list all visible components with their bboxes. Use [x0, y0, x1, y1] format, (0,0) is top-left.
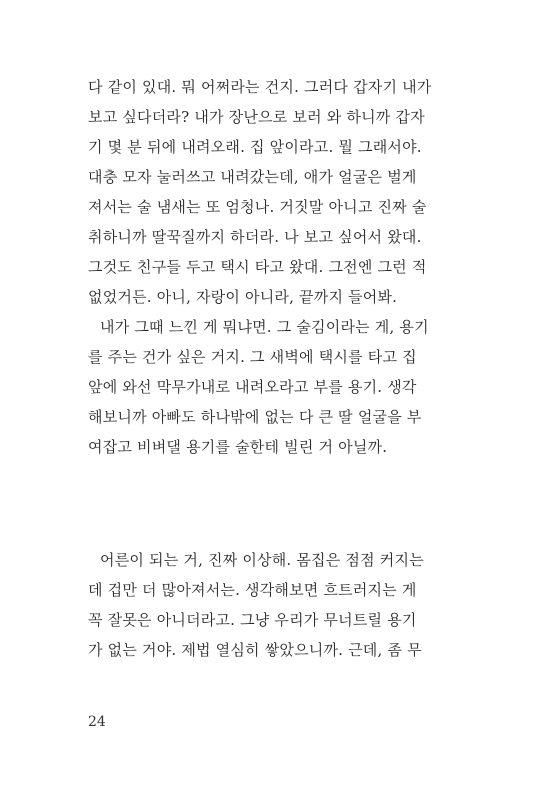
text-line: 져서는 술 냄새는 또 엄청나. 거짓말 아니고 진짜 술 — [88, 198, 427, 216]
text-line: 대충 모자 눌러쓰고 내려갔는데, 애가 얼굴은 벌게 — [88, 168, 417, 186]
text-line: 꼭 잘못은 아니더라고. 그냥 우리가 무너트릴 용기 — [88, 611, 417, 629]
text-line: 다 같이 있대. 뭐 어쩌라는 건지. 그러다 갑자기 내가 — [88, 78, 432, 96]
text-line: 내가 그때 느낀 게 뭐냐면. 그 술김이라는 게, 용기 — [100, 318, 429, 336]
text-section-1 — [88, 72, 470, 462]
text-line: 여잡고 비벼댈 용기를 술한테 빌린 거 아닐까. — [88, 438, 388, 456]
text-line: 데 겁만 더 많아져서는. 생각해보면 흐트러지는 게 — [88, 581, 417, 599]
text-line: 기 몇 분 뒤에 내려오래. 집 앞이라고. 뭘 그래서야. — [88, 138, 422, 156]
text-line: 그것도 친구들 두고 택시 타고 왔대. 그전엔 그런 적 — [88, 258, 427, 276]
text-section-2 — [88, 545, 470, 665]
text-line: 보고 싶다더라? 내가 장난으로 보러 와 하니까 갑자 — [88, 108, 425, 126]
text-line: 어른이 되는 거, 진짜 이상해. 몸집은 점점 커지는 — [100, 551, 424, 569]
text-line: 없었거든. 아니, 자랑이 아니라, 끝까지 들어봐. — [88, 288, 398, 306]
text-line: 해보니까 아빠도 하나밖에 없는 다 큰 딸 얼굴을 부 — [88, 408, 422, 426]
text-line: 취하니까 딸꾹질까지 하더라. 나 보고 싶어서 왔대. — [88, 228, 422, 246]
text-line: 앞에 와선 막무가내로 내려오라고 부를 용기. 생각 — [88, 378, 417, 396]
text-line: 가 없는 거야. 제법 열심히 쌓았으니까. 근데, 좀 무 — [88, 641, 422, 659]
page-number: 24 — [88, 714, 106, 730]
text-line: 를 주는 건가 싶은 거지. 그 새벽에 택시를 타고 집 — [88, 348, 417, 366]
